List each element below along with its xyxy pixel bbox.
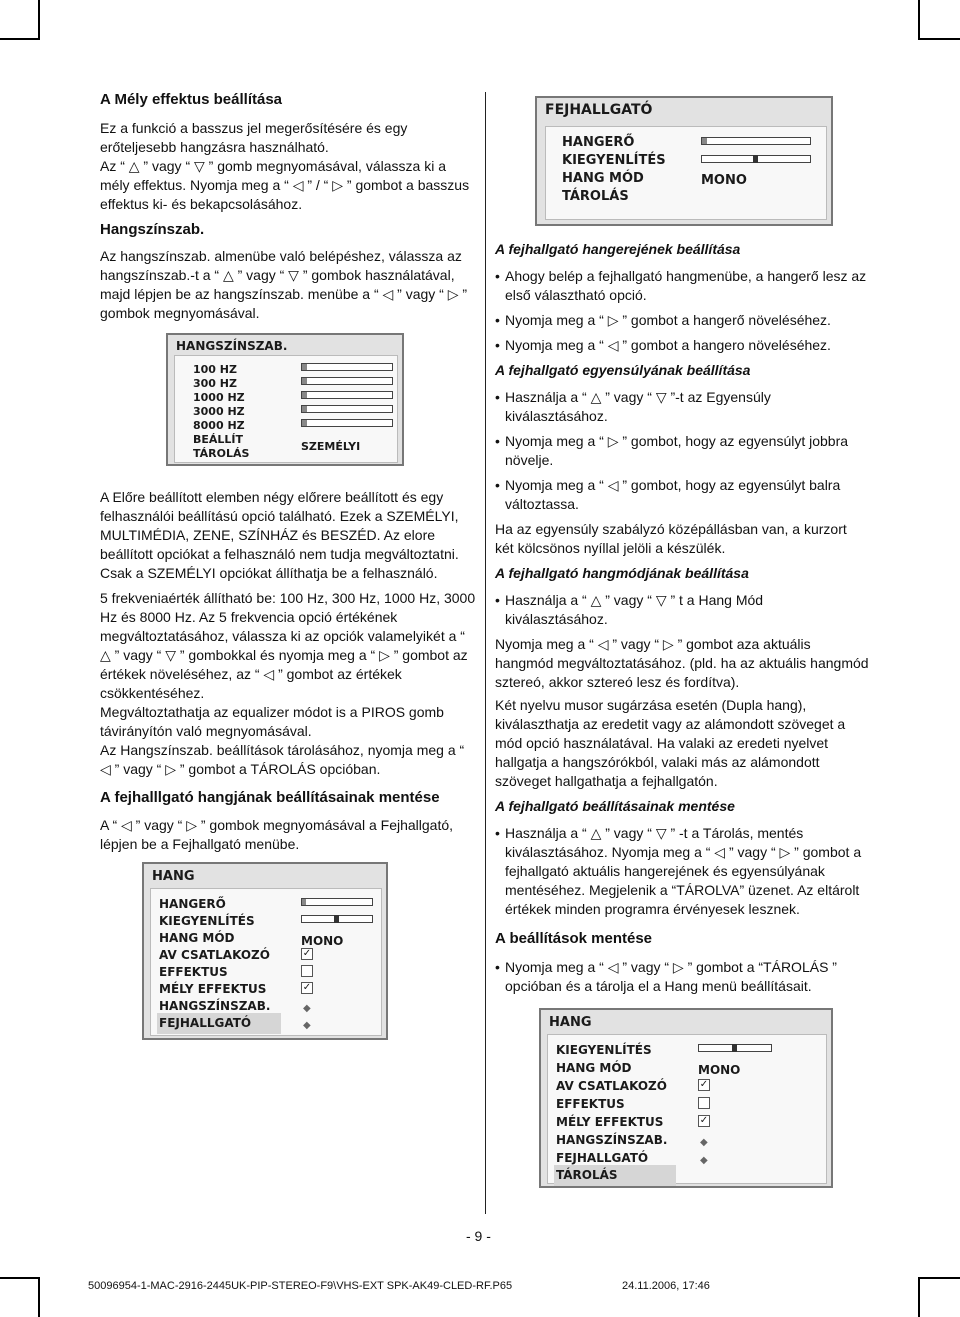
heading-headphone-balance: A fejhallgató egyensúlyának beállítása <box>495 362 751 378</box>
crop-mark <box>920 1277 960 1279</box>
eq-slider <box>301 391 393 399</box>
menu-row: MÉLY EFFEKTUS <box>159 982 267 996</box>
menu-row: 3000 HZ <box>193 405 245 418</box>
list <box>495 388 869 514</box>
menu-title: HANGSZÍNSZAB. <box>176 339 288 353</box>
paragraph: A Előre beállított elemben négy előrere beállított és egy felhasználói beállítású opció található. Ezek a SZEMÉLYI, MULTIMÉDIA, ZENE, SZÍNHÁZ és BESZÉD. Az elore beállított opciókat a felhasználó nem tudja megváltoztatni. Csak a SZEMÉLYI opciókat állíthatja be a felhasználó. <box>100 489 459 581</box>
list-item: • Nyomja meg a “ ▷ ” gombot, hogy az egyensúlyt jobbra növelje. <box>495 432 869 470</box>
headphone-menu-screenshot <box>535 96 833 226</box>
paragraph: 5 frekveniaérték állítható be: 100 Hz, 300 Hz, 1000 Hz, 3000 Hz és 8000 Hz. Az 5 frekvencia opció értékének megváltoztatásához, válassza ki az opciók valamelyikét a “ △ ” vagy “ ▽ ” gombokkal és nyomja meg a “ ▷ ” gombot az értékek növeléséhez, az “ ◁ ” gombot az értékek csökkentéséhez. <box>100 590 476 701</box>
page-number: - 9 - <box>466 1228 491 1244</box>
menu-row: MÉLY EFFEKTUS <box>556 1115 664 1129</box>
eq-slider <box>301 419 393 427</box>
menu-row: EFFEKTUS <box>159 965 228 979</box>
menu-body <box>545 126 827 220</box>
checkbox <box>698 1097 710 1109</box>
eq-slider <box>301 377 393 385</box>
paragraph: Nyomja meg a “ ◁ ” vagy “ ▷ ” gombot aza aktuális hangmód megváltoztatásához. (pld. ha az aktuális hangmód sztereó, akkor sztereó lesz és fordítva). <box>495 636 869 690</box>
paragraph: Két nyelvu musor sugárzása esetén (Dupla hang), kiválaszthatja az eredetit vagy az alámondott szöveget a mód opció használatával. Ha valaki az eredeti nyelvet hallgatja a hangszórókból, valaki más az alámondott szöveget hallgathatja a fejhallgatón. <box>495 697 846 789</box>
checkbox: ✓ <box>699 1079 709 1090</box>
menu-row-selected: TÁROLÁS <box>554 1165 676 1186</box>
diamond-icon: ◆ <box>700 1155 708 1166</box>
crop-mark <box>38 1277 40 1317</box>
crop-mark <box>918 1277 920 1317</box>
paragraph: Megváltoztathatja az equalizer módot is a PIROS gomb távirányítón való megnyomásával. <box>100 704 444 739</box>
mode-value: MONO <box>701 173 747 188</box>
menu-body <box>547 1034 827 1184</box>
list <box>495 824 869 919</box>
balance-slider <box>701 155 811 163</box>
menu-row: AV CSATLAKOZÓ <box>556 1079 667 1093</box>
menu-title: HANG <box>152 869 195 884</box>
preset-value: SZEMÉLYI <box>301 440 361 453</box>
checkbox: ✓ <box>302 948 312 959</box>
paragraph: Ha az egyensúly szabályzó középállásban van, a kurzort két kölcsönos nyíllal jelöli a készülék. <box>495 521 847 556</box>
equalizer-menu-screenshot <box>166 333 404 466</box>
list <box>495 267 869 355</box>
heading-headphone-mode: A fejhallgató hangmódjának beállítása <box>495 565 749 581</box>
menu-row: HANG MÓD <box>562 171 644 186</box>
heading-headphone-save: A fejhalllgató hangjának beállításainak mentése <box>100 789 440 806</box>
footer-timestamp: 24.11.2006, 17:46 <box>622 1280 710 1292</box>
list-item: • Nyomja meg a “ ◁ ” gombot a hangero növeléséhez. <box>495 336 869 355</box>
menu-row: HANGSZÍNSZAB. <box>159 999 271 1013</box>
list-item: • Használja a “ △ ” vagy “ ▽ ” t a Hang Mód kiválasztásához. <box>495 591 869 629</box>
heading-equalizer: Hangszínszab. <box>100 221 205 238</box>
menu-row: TÁROLÁS <box>562 189 629 204</box>
footer-filename: 50096954-1-MAC-2916-2445UK-PIP-STEREO-F9\VHS-EXT SPK-AK49-CLED-RF.P65 <box>88 1280 513 1292</box>
balance-slider <box>301 915 373 923</box>
sound-menu-screenshot <box>142 862 388 1040</box>
menu-row: TÁROLÁS <box>193 447 250 460</box>
checkbox <box>301 965 313 977</box>
menu-row: HANGERŐ <box>159 897 226 911</box>
menu-row: HANG MÓD <box>556 1061 632 1075</box>
menu-row: BEÁLLÍT <box>193 433 244 446</box>
menu-row: 100 HZ <box>193 363 237 376</box>
crop-mark <box>38 0 40 40</box>
crop-mark <box>0 38 40 40</box>
menu-row: AV CSATLAKOZÓ <box>159 948 270 962</box>
menu-title: FEJHALLGATÓ <box>545 102 653 118</box>
heading-save-settings: A beállítások mentése <box>495 930 653 947</box>
menu-body <box>150 888 382 1036</box>
menu-body <box>174 355 398 463</box>
diamond-icon: ◆ <box>303 1020 311 1031</box>
left-column <box>100 90 476 1040</box>
list-item: • Nyomja meg a “ ▷ ” gombot a hangerő növeléséhez. <box>495 311 869 330</box>
list-item: • Használja a “ △ ” vagy “ ▽ ”-t az Egyensúly kiválasztásához. <box>495 388 869 426</box>
volume-slider <box>701 137 811 145</box>
list-item: • Nyomja meg a “ ◁ ” gombot, hogy az egyensúlyt balra változtassa. <box>495 476 869 514</box>
heading-deep-effect: A Mély effektus beállítása <box>100 91 283 108</box>
right-column <box>495 90 869 1188</box>
menu-row-selected: FEJHALLGATÓ <box>157 1013 281 1034</box>
sound-menu-screenshot <box>539 1008 833 1188</box>
menu-row: HANG MÓD <box>159 931 235 945</box>
menu-row: KIEGYENLÍTÉS <box>562 153 666 168</box>
paragraph: Az hangszínszab. almenübe való belépéshez, válassza az hangszínszab.-t a “ △ ” vagy “ ▽ ” gombok használatával, majd lépjen be az hangszínszab. menübe a “ ◁ ” vagy “ ▷ ” gombok megnyomásával. <box>100 248 468 321</box>
eq-slider <box>301 405 393 413</box>
mode-value: MONO <box>698 1063 741 1077</box>
list <box>495 591 869 629</box>
paragraph: Ez a funkció a basszus jel megerősítésére és egy erőteljesebb hangzásra használható. <box>100 120 408 155</box>
mode-value: MONO <box>301 934 344 948</box>
balance-slider <box>698 1044 772 1052</box>
list <box>495 958 869 996</box>
list-item: • Nyomja meg a “ ◁ ” vagy “ ▷ ” gombot a “TÁROLÁS ” opcióban és a tárolja el a Hang menü beállításait. <box>495 958 869 996</box>
menu-row: 8000 HZ <box>193 419 245 432</box>
menu-row: FEJHALLGATÓ <box>556 1151 649 1165</box>
paragraph: A “ ◁ ” vagy “ ▷ ” gombok megnyomásával a Fejhallgató, lépjen be a Fejhallgató menübe. <box>100 817 454 852</box>
paragraph: Az Hangszínszab. beállítások tárolásához, nyomja meg a “ ◁ ” vagy “ ▷ ” gombot a TÁROLÁS opcióban. <box>100 742 465 777</box>
volume-slider <box>301 898 373 906</box>
heading-headphone-save: A fejhallgató beállításainak mentése <box>495 798 735 814</box>
checkbox: ✓ <box>302 982 312 993</box>
menu-row: KIEGYENLÍTÉS <box>556 1043 652 1057</box>
menu-row: HANGSZÍNSZAB. <box>556 1133 668 1147</box>
menu-row: EFFEKTUS <box>556 1097 625 1111</box>
heading-headphone-volume: A fejhallgató hangerejének beállítása <box>495 241 741 257</box>
menu-title: HANG <box>549 1015 592 1030</box>
crop-mark <box>918 0 920 40</box>
menu-row: KIEGYENLÍTÉS <box>159 914 255 928</box>
paragraph: Az “ △ ” vagy “ ▽ ” gomb megnyomásával, válassza ki a mély effektus. Nyomja meg a “ ◁ ” / “ ▷ ” gombot a basszus effektus ki- és bekapcsolásához. <box>100 158 470 212</box>
checkbox: ✓ <box>699 1115 709 1126</box>
eq-slider <box>301 363 393 371</box>
menu-row: HANGERŐ <box>562 135 635 150</box>
column-divider <box>485 92 486 1214</box>
crop-mark <box>920 38 960 40</box>
list-item: • Ahogy belép a fejhallgató hangmenübe, a hangerő lesz az első választható opció. <box>495 267 869 305</box>
crop-mark <box>0 1277 40 1279</box>
menu-row: 300 HZ <box>193 377 237 390</box>
list-item: • Használja a “ △ ” vagy “ ▽ ” -t a Tárolás, mentés kiválasztásához. Nyomja meg a “ ◁ ” vagy “ ▷ ” gombot a fejhallgató aktuális hangerejének és egyensúlyának mentéséhez. Megjelenik a “TÁROLVA” üzenet. Az eltárolt értékek minden programra érvényesek lesznek. <box>495 824 869 919</box>
diamond-icon: ◆ <box>303 1003 311 1014</box>
diamond-icon: ◆ <box>700 1137 708 1148</box>
menu-row: 1000 HZ <box>193 391 245 404</box>
